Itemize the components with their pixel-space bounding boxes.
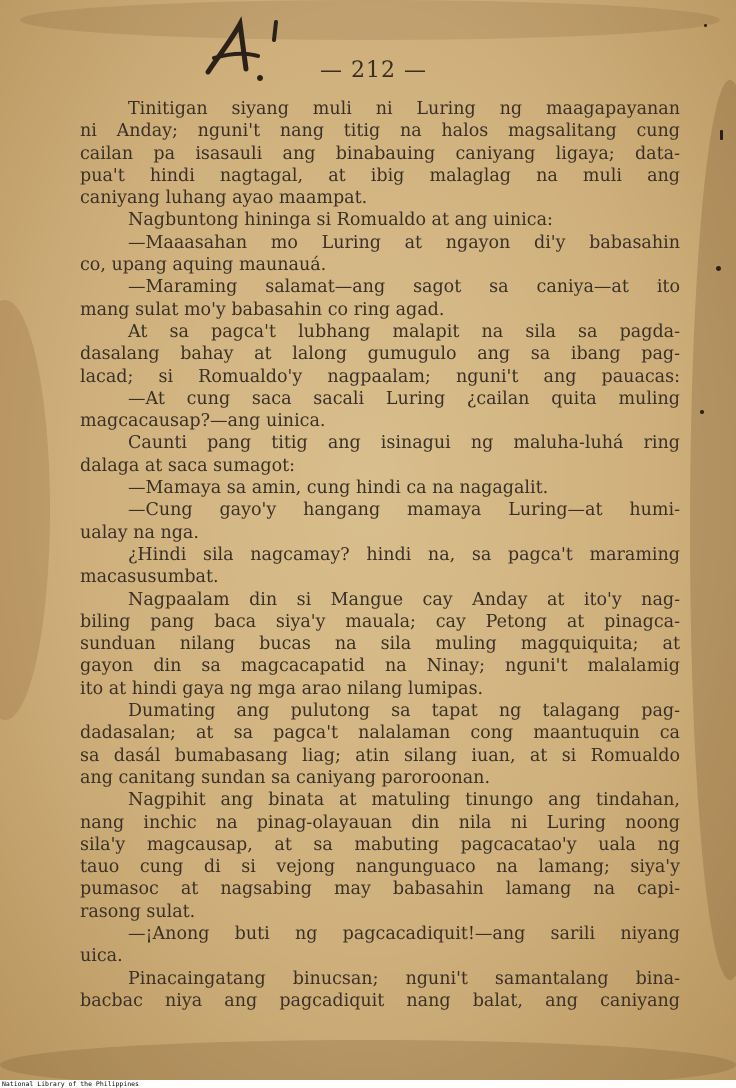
text-line: lacad; si Romualdo'y nagpaalam; nguni't ang pauacas: (80, 366, 680, 387)
text-line: biling pang baca siya'y mauala; cay Petong at pinagca- (80, 611, 680, 632)
text-line: sila'y magcausap, at sa mabuting pagcacatao'y uala ng (80, 834, 680, 855)
text-line: tauo cung di si vejong nangunguaco na lamang; siya'y (80, 857, 680, 878)
text-line: sa dasál bumabasang liag; atin silang iuan, at si Romualdo (80, 745, 680, 766)
text-line: —Mamaya sa amin, cung hindi ca na nagagalit. (128, 478, 549, 499)
text-line: dasalang bahay at lalong gumugulo ang sa ibang pag- (80, 344, 680, 365)
text-line: ang canitang sundan sa caniyang paroroonan. (80, 767, 491, 788)
paper-stain (20, 0, 720, 40)
text-line: Nagbuntong hininga si Romualdo at ang uinica: (128, 210, 553, 231)
text-line: pua't hindi nagtagal, at ibig malaglag na muli ang (80, 165, 680, 186)
paper-stain (0, 300, 50, 720)
text-line: At sa pagca't lubhang malapit na sila sa pagda- (128, 321, 680, 342)
text-line: gayon din sa magcacapatid na Ninay; nguni't malalamig (80, 656, 680, 677)
text-line: pumasoc at nagsabing may babasahin lamang na capi- (80, 879, 680, 900)
text-line: —Maraming salamat—ang sagot sa caniya—at ito (128, 277, 680, 298)
text-line: —At cung saca sacali Luring ¿cailan quita muling (128, 388, 680, 409)
text-line: Dumating ang pulutong sa tapat ng talagang pag- (128, 701, 680, 722)
text-line: macasusumbat. (80, 567, 219, 588)
ink-speck (704, 24, 707, 27)
text-line: Nagpihit ang binata at matuling tinungo ang tindahan, (128, 790, 680, 811)
handwritten-mark (200, 14, 290, 84)
text-line: Nagpaalam din si Mangue cay Anday at ito'y nag- (128, 589, 680, 610)
text-line: dadasalan; at sa pagca't nalalaman cong maantuquin ca (80, 723, 680, 744)
text-line: mang sulat mo'y babasahin co ring agad. (80, 299, 445, 320)
text-line: Pinacaingatang binucsan; nguni't samantalang bina- (128, 968, 680, 989)
text-line: ualay na nga. (80, 522, 199, 543)
ink-speck (700, 410, 704, 414)
text-line: uica. (80, 946, 123, 967)
library-credit: National Library of the Philippines (2, 1080, 139, 1088)
text-line: ni Anday; nguni't nang titig na halos magsalitang cung (80, 121, 680, 142)
text-line: ¿Hindi sila nagcamay? hindi na, sa pagca't maraming (128, 544, 680, 565)
text-line: caniyang luhang ayao maampat. (80, 188, 368, 209)
ink-speck (716, 266, 721, 271)
text-line: ito at hindi gaya ng mga arao nilang lumipas. (80, 678, 484, 699)
text-line: dalaga at saca sumagot: (80, 455, 296, 476)
footer-bar (0, 1080, 736, 1088)
text-line: —Maaasahan mo Luring at ngayon di'y babasahin (128, 232, 680, 253)
text-line: Caunti pang titig ang isinagui ng maluha-luhá ring (128, 433, 680, 454)
page-number: — 212 — (320, 58, 427, 83)
text-line: Tinitigan siyang muli ni Luring ng maagapayanan (128, 99, 680, 119)
text-line: —Cung gayo'y hangang mamaya Luring—at humi- (128, 500, 680, 521)
paper-stain (0, 1040, 736, 1080)
ink-speck (720, 130, 723, 140)
paper-stain (690, 80, 736, 980)
text-line: rasong sulat. (80, 901, 196, 922)
text-line: co, upang aquing maunauá. (80, 255, 327, 276)
text-line: —¡Anong buti ng pagcacadiquit!—ang sarili niyang (128, 923, 680, 944)
text-line: nang inchic na pinag-olayauan din nila ni Luring noong (80, 812, 680, 833)
text-line: bacbac niya ang pagcadiquit nang balat, ang caniyang (80, 990, 680, 1011)
body-text (80, 98, 680, 1012)
text-line: cailan pa isasauli ang binabauing caniyang ligaya; data- (80, 143, 680, 164)
text-line: magcacausap?—ang uinica. (80, 411, 326, 432)
text-line: sunduan nilang bucas na sila muling magquiquita; at (80, 634, 680, 655)
